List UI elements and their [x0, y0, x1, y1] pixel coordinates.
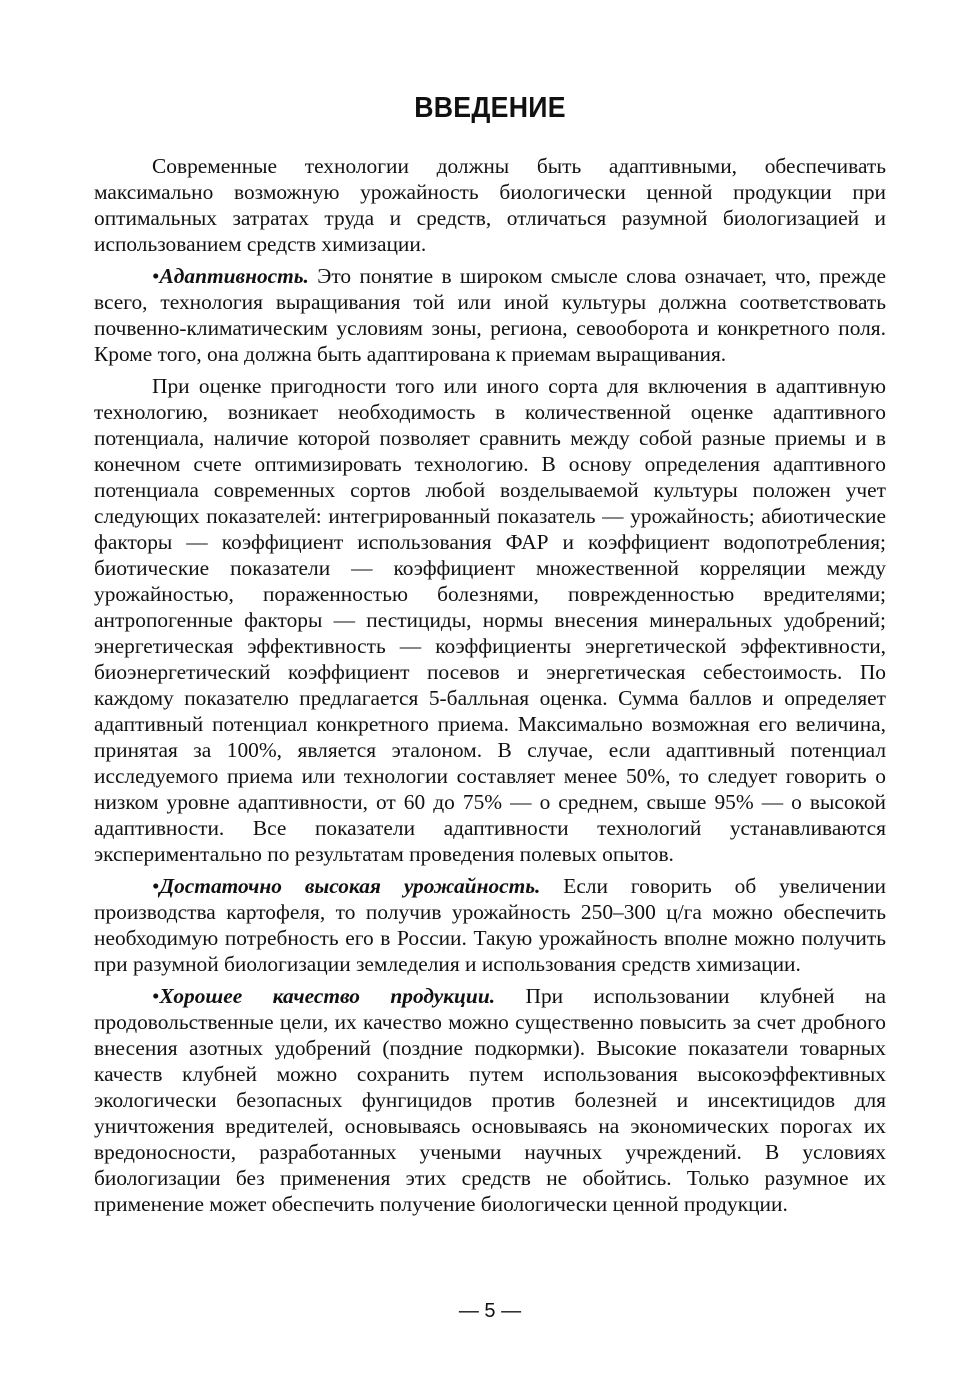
paragraph-yield	[94, 873, 886, 977]
bullet-marker: •	[152, 874, 160, 898]
term-quality: Хорошее качество продукции.	[159, 984, 496, 1008]
paragraph-quality	[94, 983, 886, 1217]
text-quality: При использовании клубней на продовольственные цели, их качество можно существенно повысить за счет дробного внесения азотных удобрений (поздние подкормки). Высокие показатели товарных качеств клубней можно сохранить путем использования высокоэффективных экологически безопасных фунгицидов против болезней и инсектицидов для уничтожения вредителей, основываясь основываясь на экономических порогах их вредоносности, разработанных учеными научных учреждений. В условиях биологизации без применения этих средств не обойтись. Только разумное их применение может обеспечить получение биологически ценной продукции.	[94, 984, 886, 1216]
paragraph-adaptive-potential: При оценке пригодности того или иного сорта для включения в адаптивную технологию, возникает необходимость в количественной оценке адаптивного потенциала, наличие которой позволяет сравнить между собой разные приемы и в конечном счете оптимизировать технологию. В основу определения адаптивного потенциала современных сортов любой возделываемой культуры положен учет следующих показателей: интегрированный показатель — урожайность; абиотические факторы — коэффициент использования ФАР и коэффициент водопотребления; биотические показатели — коэффициент множественной корреляции между урожайностью, пораженностью болезнями, поврежденностью вредителями; антропогенные факторы — пестициды, нормы внесения минеральных удобрений; энергетическая эффективность — коэффициенты энергетической эффективности, биоэнергетический коэффициент посевов и энергетическая себестоимость. По каждому показателю предлагается 5-балльная оценка. Сумма баллов и определяет адаптивный потенциал конкретного приема. Максимально возможная его величина, принятая за 100%, является эталоном. В случае, если адаптивный потенциал исследуемого приема или технологии составляет менее 50%, то следует говорить о низком уровне адаптивности, от 60 до 75% — о среднем, свыше 95% — о высокой адаптивности. Все показатели адаптивности технологий устанавливаются экспериментально по результатам проведения полевых опытов.	[94, 374, 886, 866]
bullet-marker: •	[152, 984, 160, 1008]
page-number: — 5 —	[458, 1300, 522, 1322]
body-text	[94, 153, 886, 1217]
term-adaptivity: Адаптивность.	[159, 264, 309, 288]
paragraph-intro: Современные технологии должны быть адаптивными, обеспечивать максимально возможную урожайность биологически ценной продукции при оптимальных затратах труда и средств, отличаться разумной биологизацией и использованием средств химизации.	[94, 154, 886, 256]
text-yield: Если говорить об увеличении производства картофеля, то получив урожайность 250–300 ц/га можно обеспечить необходимую потребность его в России. Такую урожайность вполне можно получить при разумной биологизации земледелия и использования средств химизации.	[94, 874, 886, 976]
bullet-marker: •	[152, 264, 160, 288]
term-yield: Достаточно высокая урожайность.	[159, 874, 541, 898]
page-title: ВВЕДЕНИЕ	[414, 92, 566, 124]
text-adaptivity: Это понятие в широком смысле слова означает, что, прежде всего, технология выращивания той или иной культуры должна соответствовать почвенно-климатическим условиям зоны, региона, севооборота и конкретного поля. Кроме того, она должна быть адаптирована к приемам выращивания.	[94, 264, 886, 366]
paragraph-adaptivity	[94, 263, 886, 367]
